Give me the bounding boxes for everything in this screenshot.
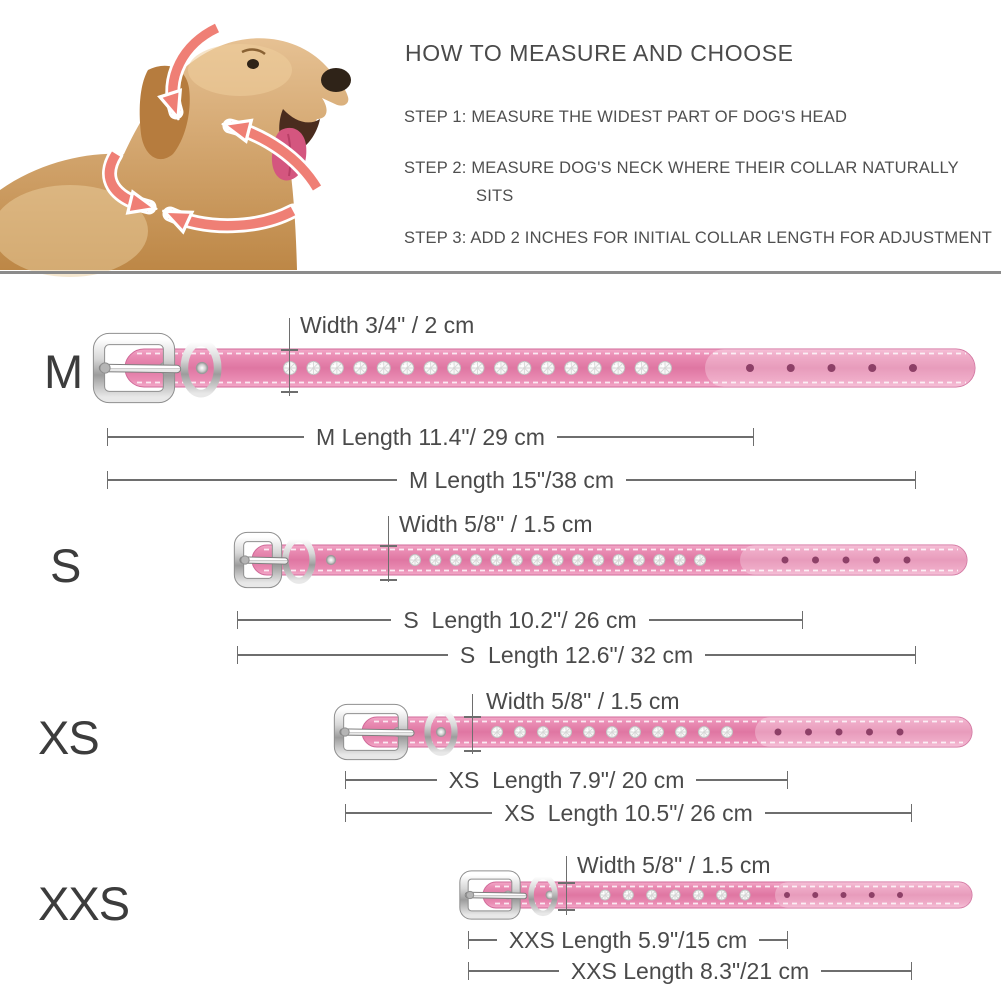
- width-label-xxs: Width 5/8" / 1.5 cm: [577, 852, 771, 878]
- outer-length-label-xxs: XXS Length 8.3"/21 cm: [570, 958, 810, 984]
- outer-length-label-s: S Length 12.6"/ 32 cm: [459, 642, 694, 668]
- width-marker-s: [388, 516, 389, 582]
- step-3: STEP 3: ADD 2 INCHES FOR INITIAL COLLAR LENGTH FOR ADJUSTMENT: [404, 229, 992, 247]
- size-label-s: S: [50, 539, 81, 592]
- outer-length-label-xs: XS Length 10.5"/ 26 cm: [504, 800, 753, 826]
- width-label-s: Width 5/8" / 1.5 cm: [399, 511, 593, 537]
- dog-eye: [247, 59, 259, 69]
- collar-image-s: [235, 534, 970, 586]
- inner-length-dimension-xxs: [468, 927, 788, 953]
- size-label-xxs: XXS: [38, 877, 130, 930]
- inner-length-label-s: S Length 10.2"/ 26 cm: [403, 607, 637, 633]
- step-2-line-2: SITS: [476, 187, 514, 205]
- inner-length-label-xs: XS Length 7.9"/ 20 cm: [448, 767, 685, 793]
- inner-length-dimension-s: [237, 607, 803, 633]
- outer-length-dimension-xs: [345, 800, 912, 826]
- outer-length-label-m: M Length 15"/38 cm: [408, 467, 615, 493]
- inner-length-label-m: M Length 11.4"/ 29 cm: [316, 424, 545, 450]
- width-marker-m: [289, 318, 290, 396]
- inner-length-dimension-xs: [345, 767, 788, 793]
- dog-nose: [321, 68, 351, 92]
- step-2-line-1: STEP 2: MEASURE DOG'S NECK WHERE THEIR COLLAR NATURALLY: [404, 159, 959, 177]
- size-label-xs: XS: [38, 711, 99, 764]
- outer-length-dimension-s: [237, 642, 916, 668]
- how-to-title: HOW TO MEASURE AND CHOOSE: [405, 40, 794, 66]
- width-label-xs: Width 5/8" / 1.5 cm: [486, 688, 680, 714]
- width-marker-xs: [472, 694, 473, 754]
- section-divider: [0, 271, 1001, 274]
- collar-image-m: [95, 336, 978, 400]
- inner-length-label-xxs: XXS Length 5.9"/15 cm: [508, 927, 748, 953]
- step-1: STEP 1: MEASURE THE WIDEST PART OF DOG'S HEAD: [404, 108, 848, 126]
- dog-photo: [0, 6, 400, 270]
- width-marker-xxs: [566, 856, 567, 915]
- outer-length-dimension-xxs: [468, 958, 912, 984]
- size-label-m: M: [44, 345, 83, 398]
- dog-head-highlight: [188, 44, 292, 96]
- outer-length-dimension-m: [107, 467, 916, 493]
- inner-length-dimension-m: [107, 424, 754, 450]
- width-label-m: Width 3/4" / 2 cm: [300, 312, 475, 338]
